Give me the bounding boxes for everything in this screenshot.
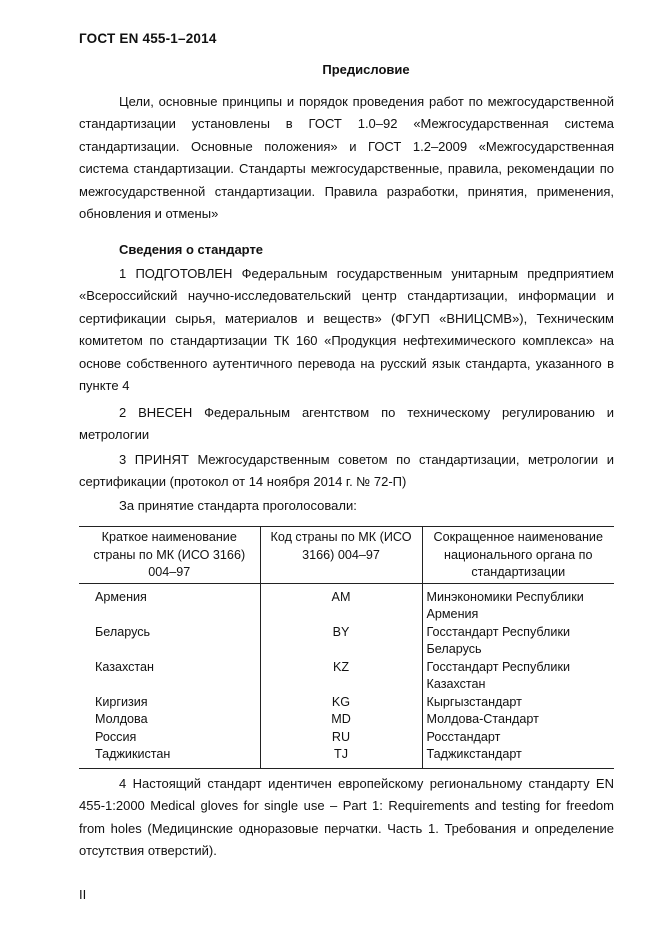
- info-paragraph-4: 4 Настоящий стандарт идентичен европейскому региональному стандарту EN 455-1:2000 Medical gloves for single use – Part 1: Requirements and testing for freedom from holes (Медицинские одноразовые перчатки. Часть 1. Требования и определение отсутствия отверстий).: [79, 776, 614, 859]
- organization-cell: Таджикстандарт: [422, 746, 614, 768]
- code-cell: KZ: [260, 659, 422, 694]
- code-cell: RU: [260, 729, 422, 747]
- page-number: II: [79, 887, 87, 902]
- foreword-title: Предисловие: [322, 62, 410, 77]
- table-row: [79, 729, 614, 747]
- organization-cell: Росстандарт: [422, 729, 614, 747]
- table-row: [79, 583, 614, 624]
- table-row: [79, 711, 614, 729]
- voting-table: [79, 526, 614, 769]
- organization-cell: Госстандарт Республики Беларусь: [422, 624, 614, 659]
- header-code: Код страны по МК (ИСО 3166) 004–97: [260, 527, 422, 584]
- document-id: ГОСТ EN 455-1–2014: [79, 31, 217, 46]
- foreword-paragraph: Цели, основные принципы и порядок проведения работ по межгосударственной стандартизации установлены в ГОСТ 1.0–92 «Межгосударственная система стандартизации. Основные положения» и ГОСТ 1.2–2009 «Межгосударственная система стандартизации. Стандарты межгосударственные, правила, рекомендации по межгосударственной стандартизации. Правила разработки, принятия, применения, обновления и отмены»: [79, 94, 614, 222]
- organization-cell: Минэкономики Республики Армения: [422, 583, 614, 624]
- country-cell: Армения: [95, 589, 147, 604]
- country-cell: Таджикистан: [95, 747, 171, 761]
- country-cell: Киргизия: [95, 694, 148, 709]
- info-paragraph-3: 3 ПРИНЯТ Межгосударственным советом по стандартизации, метрологии и сертификации (протокол от 14 ноября 2014 г. № 72-П): [79, 452, 614, 490]
- code-cell: MD: [260, 711, 422, 729]
- country-cell: Казахстан: [95, 659, 155, 674]
- table-header-row: [79, 527, 614, 584]
- organization-cell: Госстандарт Республики Казахстан: [422, 659, 614, 694]
- table-row: [79, 659, 614, 694]
- info-paragraph-1: 1 ПОДГОТОВЛЕН Федеральным государственным унитарным предприятием «Всероссийский научно-исследовательский центр стандартизации, информации и сертификации сырья, материалов и веществ» (ФГУП «ВНИЦСМВ»), Техническим комитетом по стандартизации ТК 160 «Продукция нефтехимического комплекса» на основе собственного аутентичного перевода на русский язык стандарта, указанного в пункте 4: [79, 266, 614, 394]
- standard-info-heading: Сведения о стандарте: [119, 242, 264, 257]
- code-cell: BY: [260, 624, 422, 659]
- vote-intro: За принятие стандарта проголосовали:: [119, 498, 357, 513]
- table-row: [79, 694, 614, 712]
- header-organization: Сокращенное наименование национального органа по стандартизации: [422, 527, 614, 584]
- organization-cell: Кыргызстандарт: [422, 694, 614, 712]
- code-cell: KG: [260, 694, 422, 712]
- organization-cell: Молдова-Стандарт: [422, 711, 614, 729]
- country-cell: Россия: [95, 729, 137, 744]
- info-paragraph-2: 2 ВНЕСЕН Федеральным агентством по техническому регулированию и метрологии: [79, 405, 614, 443]
- country-cell: Молдова: [95, 712, 148, 726]
- code-cell: AM: [260, 583, 422, 624]
- header-country: Краткое наименование страны по МК (ИСО 3166) 004–97: [79, 527, 260, 584]
- country-cell: Беларусь: [95, 624, 151, 639]
- table-row: [79, 746, 614, 768]
- code-cell: TJ: [260, 746, 422, 768]
- table-row: [79, 624, 614, 659]
